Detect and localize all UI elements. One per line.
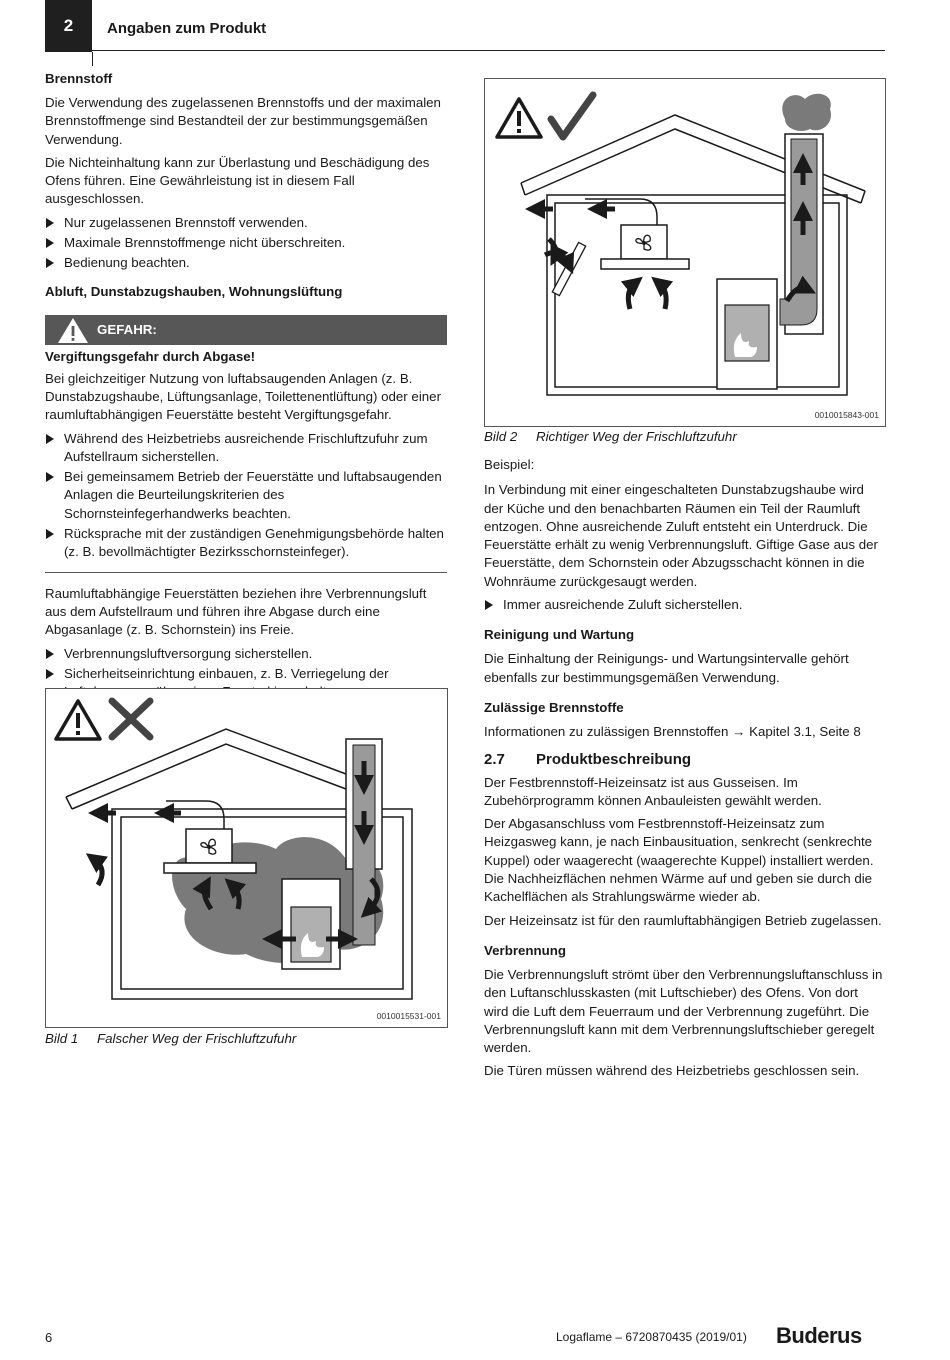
cleaning-paragraph: Die Einhaltung der Reinigungs- und Wartungsintervalle gehört ebenfalls zur bestimmungsgemäßen Verwendung. <box>484 651 849 685</box>
figure-2-number: Bild 2 <box>484 429 518 444</box>
list-item: Bedienung beachten. <box>45 254 447 272</box>
cross-icon <box>112 701 150 737</box>
danger-label: GEFAHR: <box>97 321 157 337</box>
figure-1-code: 0010015531-001 <box>376 1011 441 1021</box>
figure-1-caption <box>45 1031 296 1046</box>
fuel-paragraph-1: Die Verwendung des zugelassenen Brennstoffs und der maximalen Brennstoffmenge sind Bestandteil der zur bestimmungsgemäßen Verwendung. <box>45 95 441 147</box>
stove <box>717 279 777 389</box>
exhaust-heading: Abluft, Dunstabzugshauben, Wohnungslüftung <box>45 283 343 299</box>
list-item: Immer ausreichende Zuluft sicherstellen. <box>484 596 886 614</box>
stove <box>282 879 340 969</box>
product-paragraph-1: Der Festbrennstoff-Heizeinsatz ist aus Gusseisen. Im Zubehörprogramm können Anbauleisten gewählt werden. <box>484 774 822 808</box>
danger-title: Vergiftungsgefahr durch Abgase! <box>45 348 256 364</box>
figure-2-caption <box>484 429 737 444</box>
header-title: Angaben zum Produkt <box>107 20 267 37</box>
figure-2-illustration <box>485 79 885 426</box>
fuel-bullet-list <box>45 214 447 273</box>
fuel-heading: Brennstoff <box>45 71 113 86</box>
warning-icon <box>55 315 91 345</box>
figure-1-illustration <box>46 689 447 1027</box>
section-number: 2.7 <box>484 751 505 769</box>
list-item: Nur zugelassenen Brennstoff verwenden. <box>45 214 447 232</box>
figure-2-caption-text: Richtiger Weg der Frischluftzufuhr <box>536 429 737 444</box>
chapter-number-box <box>45 0 92 52</box>
figure-2 <box>484 78 886 427</box>
danger-text: Bei gleichzeitiger Nutzung von luftabsaugenden Anlagen (z. B. Dunstabzugshaube, Lüftungsanlage, Toilettenentlüftung) oder einer raumluftabhängigen Feuerstätte besteht Vergiftungsgefahr. <box>45 370 441 423</box>
combustion-heading: Verbrennung <box>484 942 567 958</box>
chapter-tick <box>92 52 93 66</box>
list-item: Verbrennungsluftversorgung sicherstellen. <box>45 645 447 663</box>
warning-icon <box>497 99 541 137</box>
chimney <box>780 134 823 334</box>
document-info: Logaflame – 6720870435 (2019/01) <box>556 1330 747 1344</box>
warning-icon <box>56 701 100 739</box>
figure-1 <box>45 688 448 1028</box>
example-label: Beispiel: <box>484 457 535 472</box>
combustion-paragraph-2: Die Türen müssen während des Heizbetriebs geschlossen sein. <box>484 1063 860 1079</box>
example-bullet-list <box>484 596 886 614</box>
danger-block <box>45 348 447 573</box>
room-air-paragraph: Raumluftabhängige Feuerstätten beziehen ihre Verbrennungsluft aus dem Aufstellraum und führen ihre Abgase durch eine Abgasanlage (z. B. Schornstein) ins Freie. <box>45 585 427 638</box>
product-paragraph-3: Der Heizeinsatz ist für den raumluftabhängigen Betrieb zugelassen. <box>484 912 882 928</box>
header-rule <box>92 50 885 51</box>
figure-2-code: 0010015843-001 <box>814 410 879 420</box>
list-item: Während des Heizbetriebs ausreichende Frischluftzufuhr zum Aufstellraum sicherstellen. <box>45 430 447 467</box>
brand-logo: Buderus <box>776 1323 862 1348</box>
list-item: Rücksprache mit der zuständigen Genehmigungsbehörde halten (z. B. bevollmächtigter Bezirksschornsteinfeger). <box>45 525 447 562</box>
page-number: 6 <box>45 1330 53 1345</box>
cleaning-heading: Reinigung und Wartung <box>484 627 635 643</box>
right-column <box>484 456 886 1086</box>
smoke-cloud <box>782 94 831 131</box>
fuel-paragraph-2: Die Nichteinhaltung kann zur Überlastung und Beschädigung des Ofens führen. Eine Gewährleistung ist in diesem Fall ausgeschlossen. <box>45 154 430 207</box>
list-item: Sicherheitseinrichtung einbauen, z. B. Verriegelung der <box>45 665 447 702</box>
example-paragraph: In Verbindung mit einer eingeschalteten Dunstabzugshaube wird der Küche und den benachbarten Räumen ein Teil der Raumluft entzogen. Ohne ausreichende Zuluft entsteht ein Unterdruck. Die Feuerstätte erhält zu wenig Verbrennungsluft. Giftige Gase aus der Feuerstätte, dem Schornstein oder Abzugsschacht können in die Wohnräume zurückgesaugt werden. <box>484 482 878 589</box>
product-paragraph-2: Der Abgasanschluss vom Festbrennstoff-Heizeinsatz zum Heizgasweg kann, je nach Einbausituation, senkrecht (senkrechte Kuppel) oder waagerecht (waagerechte Kuppel) installiert werden. Die Nachheizflächen nehmen Wärme auf und geben sie durch die Kachelflächen als Strahlungswärme wieder ab. <box>484 816 874 905</box>
danger-bar <box>45 315 447 345</box>
list-item: Maximale Brennstoffmenge nicht überschreiten. <box>45 234 447 252</box>
chapter-number: 2 <box>63 16 74 35</box>
fuels-heading: Zulässige Brennstoffe <box>484 699 624 715</box>
list-item: Bei gemeinsamem Betrieb der Feuerstätte und luftabsaugenden Anlagen die Beurteilungskriterien des Schornsteinfegerhandwerks beachten. <box>45 468 447 523</box>
section-title: Produktbeschreibung <box>536 751 692 769</box>
left-column <box>45 70 447 707</box>
fuels-paragraph: Informationen zu zulässigen Brennstoffen → Kapitel 3.1, Seite 8 <box>484 723 861 739</box>
figure-1-number: Bild 1 <box>45 1031 79 1046</box>
section-heading <box>484 751 886 769</box>
danger-bullet-list <box>45 430 447 562</box>
combustion-paragraph-1: Die Verbrennungsluft strömt über den Verbrennungsluftanschluss in den Luftanschlusskasten (mit Luftschieber) des Ofens. Von dort wird die Luft dem Feuerraum und der Verbrennung zugeführt. Die Verbrennungsluft kann mit dem Verbrennungsluftschieber geregelt werden. <box>484 966 883 1056</box>
figure-1-caption-text: Falscher Weg der Frischluftzufuhr <box>97 1031 297 1046</box>
check-icon <box>551 95 593 137</box>
